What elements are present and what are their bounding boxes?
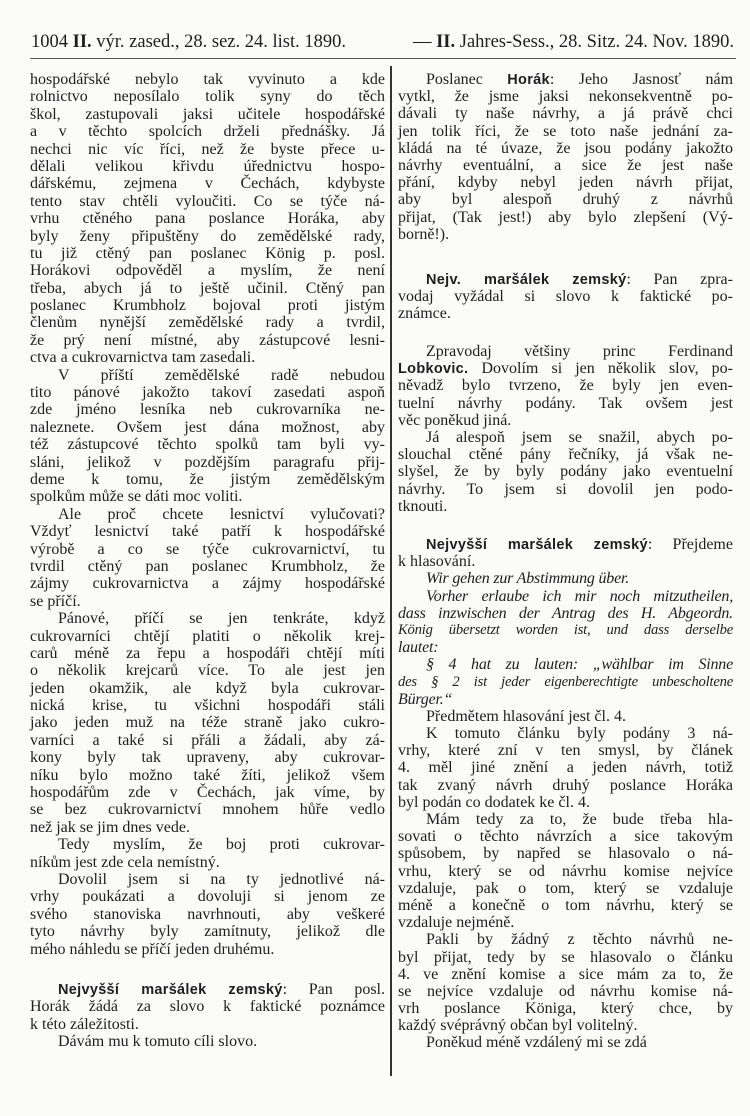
text-line: Pánové, příčí se jen tenkráte, když	[58, 610, 385, 628]
page-number: 1004	[31, 32, 68, 52]
text-line: dářskému, zejmena v Čechách, kdybyste	[30, 175, 385, 193]
text-line: kládá na té úvaze, že jsou podány jakožto	[398, 139, 733, 157]
text-line: deme k tomu, že jistým zemědělským	[30, 470, 385, 488]
text-line: jako jeden muž na téže straně jako cukro-	[30, 714, 385, 732]
speaker-name: Nejvyšší maršálek zemský	[426, 537, 648, 553]
text-line: třeba, abych já to ještě učinil. Ctěný pan	[30, 279, 385, 297]
text-segment: : Přejdeme	[647, 536, 733, 553]
text-line: návrhy. To jsem si dovolil jen podo-	[398, 480, 733, 498]
text-line: a v těchto spolcích drželi přednášky. Já	[30, 123, 385, 141]
text-line: nická krise, tu všichni hospodáři stáli	[30, 697, 385, 715]
text-line: něvadž bylo tvrzeno, že byly jen even-	[398, 377, 733, 395]
text-line: borně!).	[398, 225, 450, 243]
text-line: ctva a cukrovarnictva tam zasedali.	[30, 349, 256, 367]
text-line: než jak se jim dnes vede.	[30, 818, 190, 836]
text-line: členům nynější zemědělské rady a tvrdil,	[30, 314, 385, 332]
text-line: König übersetzt worden ist, und dass derselbe	[398, 621, 733, 638]
header-dash: —	[412, 32, 432, 52]
text-line: des § 2 ist jeder eigenberechtigte unbescholtene	[398, 673, 733, 690]
text-line: spůsobem, by napřed se hlasovalo o ná-	[398, 845, 733, 863]
column-divider	[390, 66, 392, 1076]
text-line: vytkl, že jsme jaksi nekonsekventně po-	[398, 88, 733, 106]
text-line: aby byl alespoň druhý z návrhů	[398, 191, 733, 209]
right-column-voting	[398, 536, 733, 1052]
header-date-german: Jahres-Sess., 28. Sitz. 24. Nov. 1890.	[459, 32, 734, 52]
paragraph	[30, 71, 385, 367]
text-line: návrhy eventuální, a sice že jest naše	[398, 156, 733, 174]
text-line: zde jméno lesníka neb cukrovarníka ne-	[30, 401, 385, 419]
text-line: Horákovi odpověděl a myslím, že není	[30, 262, 385, 280]
text-line: vzdaluje nejméně.	[398, 914, 515, 932]
text-line: k hlasování.	[398, 553, 476, 571]
text-line: byly ženy připuštěny do zemědělské rady,	[30, 227, 385, 245]
text-line: kony byly tak upraveny, aby cukrovar-	[30, 749, 385, 767]
text-line: se bez cukrovarnictví mnohem hůře vedlo	[30, 801, 385, 819]
paragraph	[398, 931, 733, 1034]
paragraph	[398, 656, 733, 708]
speaker-name: Lobkovic.	[398, 361, 469, 378]
text-line: přání, kdyby nebyl jeden návrh přijat,	[398, 174, 733, 192]
speaker-name: Nejvyšší maršálek zemský	[58, 982, 283, 998]
paragraph	[398, 71, 733, 243]
text-line: vodaj vyžádal si slovo k faktické po-	[398, 288, 733, 306]
text-line: byl podán co dodatek ke čl. 4.	[398, 793, 590, 811]
text-line: Pakli by žádný z těchto návrhů ne-	[426, 931, 733, 949]
text-line: § 4 hat zu lauten: „wählbar im Sinne	[426, 656, 733, 674]
text-line: každý svéprávný občan byl volitelný.	[398, 1017, 638, 1035]
text-line: věc poněkud jiná.	[398, 411, 512, 429]
text-line: tyto návrhy byly zamítnuty, jelikož dle	[30, 923, 385, 941]
text-line: přijat, (Tak jest!) aby bylo zlepšení (Vý-	[398, 208, 733, 226]
text-line: carů méně za řepu a hospodáři chtějí míti	[30, 644, 385, 662]
text-segment: : Jeho Jasnosť nám	[549, 71, 734, 88]
text-line: rolnictvo neposílalo tolik syny do těch	[30, 88, 385, 106]
text-line: tu již ctěný pan poslanec König p. posl.	[30, 244, 385, 262]
text-line: níku bylo možno také žíti, jelikož všem	[30, 766, 385, 784]
text-line: dělali velikou křivdu úřednictvu hospo-	[30, 157, 385, 175]
right-column-rapporteur-speech	[398, 343, 733, 515]
text-line: Bürger.“	[398, 690, 453, 708]
text-line: Vorher erlaube ich mir noch mitzutheilen,	[426, 587, 733, 605]
right-column-horak-speech	[398, 71, 733, 243]
paragraph	[398, 588, 733, 657]
text-line: vrh poslance Königa, který chce, by	[398, 1000, 733, 1018]
left-column-main	[30, 71, 385, 958]
text-line: Já alespoň jsem se snažil, abych po-	[426, 428, 733, 446]
page-header	[31, 30, 734, 54]
text-line	[30, 981, 385, 998]
paragraph	[30, 367, 385, 506]
text-line: tak zvaný návrh druhý poslance Horáka	[398, 776, 733, 794]
text-line: Horák žádá za slovo k faktické poznámce	[30, 998, 385, 1016]
text-line: V příští zemědělské radě nebudou	[58, 366, 385, 384]
speaker-name: Horák	[507, 72, 550, 88]
text-line: též zástupcové těchto spolků tam byli vy-	[30, 436, 385, 454]
text-line: vrhu, který se od návrhu komise nejvíce	[398, 862, 733, 880]
paragraph	[30, 871, 385, 958]
header-session-german: II.	[436, 32, 456, 52]
text-line: méně a konečně o tom návrhu, který se	[398, 896, 733, 914]
text-line	[398, 536, 733, 553]
text-line: spolkům může se dáti moc voliti.	[30, 488, 243, 506]
text-line: níkům jest zde cela nemístný.	[30, 853, 220, 871]
text-segment: : Pan posl.	[282, 981, 385, 998]
text-line: škol, zastupovali jaksi učitele hospodářské	[30, 105, 385, 123]
text-line: dass inzwischen der Antrag des H. Abgeordn.	[398, 604, 733, 622]
header-czech	[31, 30, 346, 54]
text-line: tuelní návrhy podány. Tak ovšem jest	[398, 394, 733, 412]
paragraph	[398, 570, 733, 587]
speaker-name: Nejv. maršálek zemský	[426, 272, 627, 288]
text-line: varníci a také si přáli a žádali, aby zá-	[30, 731, 385, 749]
text-line: známce.	[398, 305, 451, 323]
text-line: slouchal ctěné pány řečníky, já však ne-	[398, 446, 733, 464]
paragraph	[398, 725, 733, 811]
paragraph	[398, 429, 733, 515]
text-line: naleznete. Ovšem jest dána možnost, aby	[30, 418, 385, 436]
text-line: Tedy myslím, že boj proti cukrovar-	[58, 836, 385, 854]
text-line: Zpravodaj většiny princ Ferdinand	[426, 343, 733, 360]
text-line: výrobě a co se týče cukrovarnictví, tu	[30, 540, 385, 558]
text-line: lautet:	[398, 639, 439, 657]
header-date-czech: výr. zased., 28. sez. 24. list. 1890.	[96, 32, 346, 52]
paragraph	[30, 981, 385, 1033]
text-segment: : Pan zpra-	[626, 271, 733, 288]
text-line: vrhy, které zní v ten smysl, by článek	[398, 742, 733, 760]
text-line: se příčí.	[30, 592, 81, 610]
right-column-marshal-note	[398, 271, 733, 323]
text-line: 4. ve znění komise a sice mám za to, že	[398, 965, 733, 983]
paragraph	[30, 836, 385, 871]
text-line: 4. měl jiné znění a jeden návrh, totiž	[398, 759, 733, 777]
left-column-speaker-note	[30, 981, 385, 1051]
text-segment: Poslanec	[426, 71, 508, 88]
text-line: cukrovarníci chtějí platiti o několik krej-	[30, 627, 385, 645]
text-line: jeden okamžik, ale když byla cukrovar-	[30, 679, 385, 697]
text-line: Vždyť lesnictví také patří k hospodářské	[30, 523, 385, 541]
text-line: hospodářské nebylo tak vyvinuto a kde	[30, 71, 385, 88]
text-line: vrhy poukázati a dovoluji si jenom ze	[30, 888, 385, 906]
text-line	[398, 271, 733, 288]
text-line: sláni, jelikož v pozdějším paragrafu přij-	[30, 453, 385, 471]
paragraph	[398, 343, 733, 429]
text-line: že prý není místné, aby zástupcové lesni-	[30, 331, 385, 349]
text-line: Ale proč chcete lesnictví vylučovati?	[58, 505, 385, 523]
text-line: o několik krejcarů více. To ale jest jen	[30, 662, 385, 680]
text-line	[398, 360, 733, 377]
text-line	[398, 71, 733, 88]
text-segment: Dovolím si jen několik slov, po-	[468, 360, 733, 378]
text-line: zájmy cukrovarnictva a zájmy hospodářské	[30, 575, 385, 593]
paragraph	[30, 506, 385, 610]
text-line: Mám tedy za to, že bude třeba hla-	[426, 811, 733, 828]
text-line: Dovolil jsem si na ty jednotlivé ná-	[58, 870, 385, 888]
paragraph	[30, 1033, 385, 1050]
text-line: jen tolik říci, že se toto naše jednání za-	[398, 122, 733, 140]
text-line: slyšel, že by byly podány jako eventuelní	[398, 463, 733, 481]
text-line: mého náhledu se příčí jeden druhému.	[30, 940, 275, 958]
text-line: tknouti.	[398, 497, 448, 515]
text-line: dávali ty naše návrhy, a já právě chci	[398, 105, 733, 123]
paragraph	[398, 811, 733, 931]
paragraph	[398, 271, 733, 323]
text-line: tito pánové jakožto takoví zasedati aspoň	[30, 384, 385, 402]
paragraph	[398, 536, 733, 570]
text-line: Dávám mu k tomuto cíli slovo.	[58, 1033, 258, 1051]
header-rule	[30, 58, 736, 59]
text-line: tento stav chtěli vyloučiti. Co se týče ná-	[30, 192, 385, 210]
text-line: Wir gehen zur Abstimmung über.	[426, 570, 630, 588]
paragraph	[30, 610, 385, 836]
text-line: nechci nic víc říci, než že byste přece u-	[30, 140, 385, 158]
text-line: Předmětem hlasování jest čl. 4.	[426, 707, 626, 725]
paragraph	[398, 1034, 733, 1051]
paragraph	[398, 708, 733, 725]
text-line: hospodářům zde v Čechách, jak víme, by	[30, 784, 385, 802]
text-line: vrhu ctěného pana poslance Horáka, aby	[30, 210, 385, 228]
text-line: byl přijat, tedy by se hlasovalo o článku	[398, 948, 733, 966]
text-line: Poněkud méně vzdálený mi se zdá	[426, 1034, 647, 1052]
header-session-czech: II.	[72, 32, 92, 52]
text-line: sovati o těchto návrzích a sice takovým	[398, 828, 733, 846]
text-line: poslanec Krumbholz bojoval proti jistým	[30, 297, 385, 315]
text-line: svého stanoviska navrhnouti, aby veškeré	[30, 905, 385, 923]
header-german	[413, 30, 734, 54]
text-line: vzdaluje, pak o tom, který se vzdaluje	[398, 879, 733, 897]
text-line: se nejvíce vzdaluje od návrhu komise ná-	[398, 982, 733, 1000]
text-line: k této záležitosti.	[30, 1015, 139, 1033]
text-line: tvrdil ctěný pan poslanec Krumbholz, že	[30, 557, 385, 575]
text-line: K tomuto článku byly podány 3 ná-	[426, 725, 733, 743]
